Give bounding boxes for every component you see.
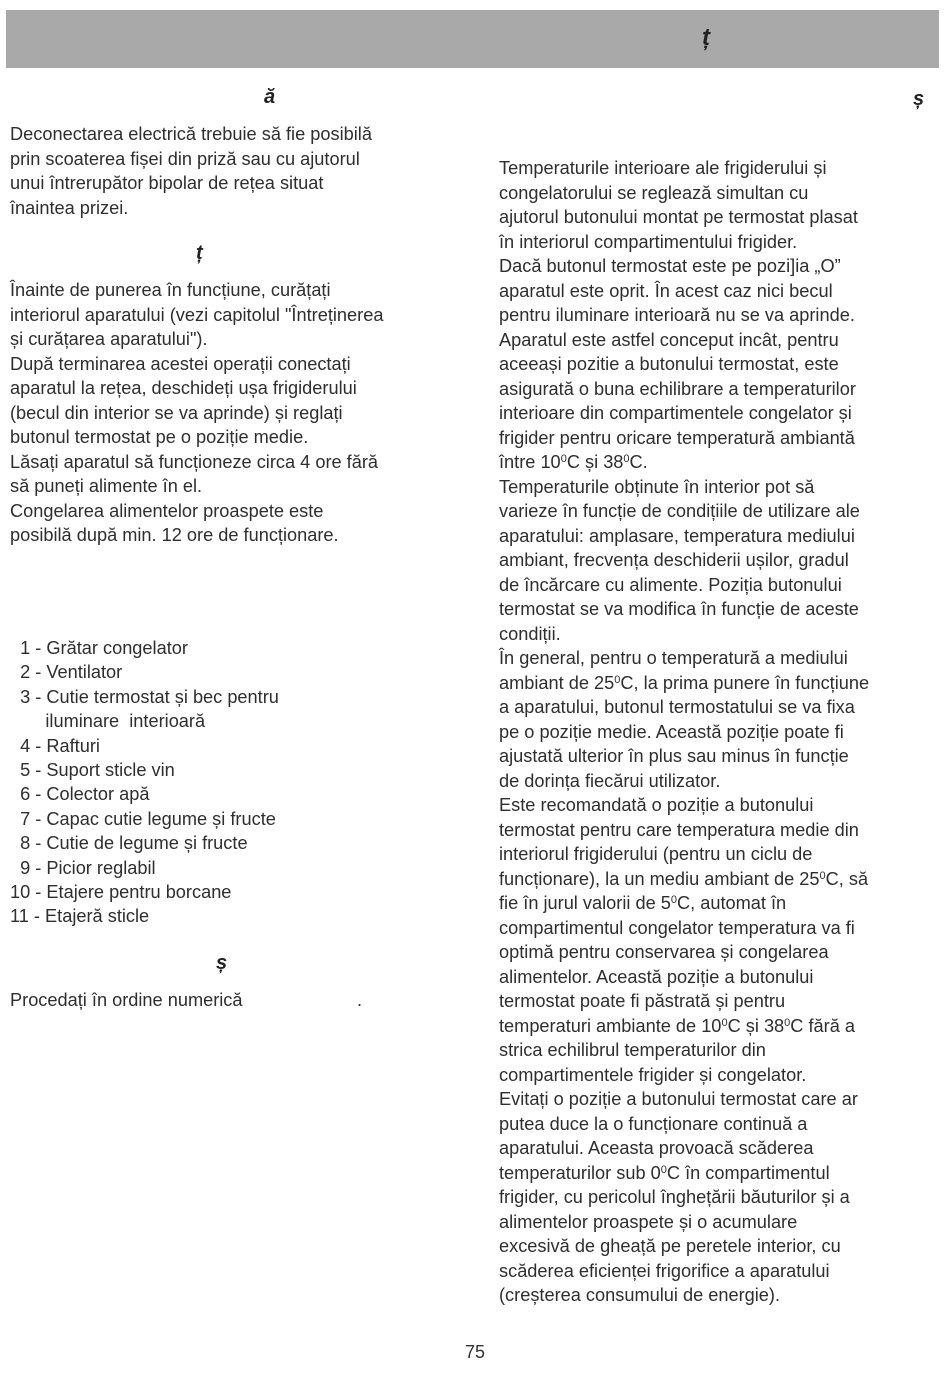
text-segment: fie în jurul valorii de 5 <box>499 893 671 913</box>
text-line: prin scoaterea fișei din priză sau cu ajutorul <box>10 148 360 169</box>
text-line <box>499 867 869 892</box>
text-line: frigider pentru oricare temperatură ambiantă <box>499 427 855 448</box>
list-item: 3 - Cutie termostat și bec pentru <box>10 686 279 707</box>
list-item: 2 - Ventilator <box>10 662 123 683</box>
text-line: aparatul la rețea, deschideți ușa frigiderului <box>10 378 357 398</box>
list-item: 4 - Rafturi <box>10 735 100 756</box>
text-line: compartimentele frigider și congelator. <box>499 1064 807 1085</box>
section-heading-glyph: ș <box>216 952 228 974</box>
text-line: pentru iluminare interioară nu se va aprinde. <box>499 305 855 325</box>
text-line: asigurată o buna echilibrare a temperaturilor <box>499 378 856 399</box>
text-line: (creșterea consumului de energie). <box>499 1285 781 1305</box>
order-period: . <box>357 990 363 1010</box>
list-item: 8 - Cutie de legume și fructe <box>10 833 248 854</box>
text-line: alimentelor. Această poziție a butonului <box>499 966 814 987</box>
header-bar <box>6 10 939 68</box>
text-line: interioare din compartimentele congelator și <box>499 403 852 423</box>
superscript: 0 <box>819 869 826 882</box>
text-line <box>499 891 869 916</box>
text-line: compartimentul congelator temperatura va fi <box>499 917 855 938</box>
text-segment: între 10 <box>499 452 561 472</box>
text-line <box>499 1014 869 1039</box>
text-line: frigider, cu pericolul înghețării băuturilor și a <box>499 1187 850 1207</box>
superscript: 0 <box>560 453 567 465</box>
text-line: butonul termostat pe o poziție medie. <box>10 427 309 447</box>
paragraph-first-use <box>10 278 383 548</box>
text-line: strica echilibrul temperaturilor din <box>499 1040 766 1060</box>
text-line: ajutorul butonului montat pe termostat plasat <box>499 207 858 227</box>
text-segment: C fără a <box>790 1015 855 1036</box>
list-item: 10 - Etajere pentru borcane <box>10 882 232 903</box>
superscript: 0 <box>623 453 630 465</box>
text-line: termostat pentru care temperatura medie din <box>499 819 859 840</box>
section-heading-glyph: ț <box>196 242 203 264</box>
list-item: 9 - Picior reglabil <box>10 857 156 878</box>
paragraph-order <box>10 988 243 1013</box>
text-segment: C și 38 <box>566 452 624 472</box>
text-line <box>499 450 869 475</box>
list-item: 5 - Suport sticle vin <box>10 760 175 781</box>
text-line: interiorul frigiderului (pentru un ciclu de <box>499 844 813 864</box>
superscript: 0 <box>670 894 677 906</box>
text-line: aparatului: amplasare, temperatura mediului <box>499 525 855 546</box>
text-line: termostat se va modifica în funcție de aceste <box>499 599 859 619</box>
text-line: Dacă butonul termostat este pe pozi]ia „O” <box>499 256 841 276</box>
text-line: de dorința fiecărui utilizator. <box>499 770 721 791</box>
text-line: Deconectarea electrică trebuie să fie posibilă <box>10 124 372 144</box>
section-heading-glyph: ș <box>913 88 925 110</box>
text-segment: C și 38 <box>727 1015 785 1036</box>
text-line: Temperaturile obținute în interior pot să <box>499 476 815 497</box>
text-line: ambiant, frecvența deschiderii ușilor, gradul <box>499 550 849 570</box>
text-line: alimentelor proaspete și o acumulare <box>499 1211 798 1232</box>
text-line: Înainte de punerea în funcțiune, curățați <box>10 280 331 300</box>
text-line: ajustată ulterior în plus sau minus în funcție <box>499 746 849 766</box>
text-line <box>499 1161 869 1186</box>
text-line: Aparatul este astfel conceput incât, pentru <box>499 329 839 350</box>
superscript: 0 <box>784 1016 791 1029</box>
list-item: 7 - Capac cutie legume și fructe <box>10 808 276 829</box>
text-line: de încărcare cu alimente. Poziția butonului <box>499 574 842 595</box>
text-line <box>499 671 869 696</box>
page-number: 75 <box>464 1342 486 1362</box>
text-segment: C, automat în <box>676 893 787 913</box>
list-item: 11 - Etajeră sticle <box>10 906 150 927</box>
text-line: putea duce la o funcționare continuă a <box>499 1113 808 1134</box>
text-line: condiții. <box>499 623 561 644</box>
text-line: înaintea prizei. <box>10 197 129 218</box>
section-heading-glyph: ă <box>264 86 276 108</box>
text-line: varieze în funcție de condițiile de utilizare ale <box>499 501 860 521</box>
text-line: optimă pentru conservarea și congelarea <box>499 942 829 962</box>
text-line: aparatului. Aceasta provoacă scăderea <box>499 1138 814 1158</box>
text-line: pe o poziție medie. Această poziție poate fi <box>499 721 844 742</box>
text-segment: C în compartimentul <box>666 1162 830 1183</box>
text-segment: funcționare), la un mediu ambiant de 25 <box>499 868 820 889</box>
order-text: Procedați în ordine numerică <box>10 990 243 1010</box>
text-line: posibilă după min. 12 ore de funcționare. <box>10 525 339 545</box>
text-segment: C, să <box>825 868 869 889</box>
text-line: Evitați o poziție a butonului termostat care ar <box>499 1089 858 1109</box>
text-line: aceeași pozitie a butonului termostat, este <box>499 354 839 374</box>
list-item: 6 - Colector apă <box>10 784 150 805</box>
superscript: 0 <box>660 1163 667 1176</box>
text-line: termostat poate fi păstrată și pentru <box>499 991 786 1011</box>
text-line: aparatul este oprit. În acest caz nici becul <box>499 280 833 301</box>
text-line: și curățarea aparatului"). <box>10 329 208 349</box>
list-item: iluminare interioară <box>10 711 206 732</box>
text-line: excesivă de gheață pe peretele interior, cu <box>499 1236 841 1256</box>
text-line: Este recomandată o poziție a butonului <box>499 795 814 815</box>
text-line: Congelarea alimentelor proaspete este <box>10 500 324 521</box>
paragraph-temperature-regulation <box>499 156 869 1308</box>
header-title-glyph: ț <box>702 24 710 51</box>
list-item: 1 - Grătar congelator <box>10 638 188 658</box>
text-line: interiorul aparatului (vezi capitolul "Întreținerea <box>10 304 384 325</box>
paragraph-disconnection <box>10 122 372 220</box>
text-segment: ambiant de 25 <box>499 672 615 693</box>
text-line: (becul din interior se va aprinde) și reglați <box>10 402 343 423</box>
text-line: în interiorul compartimentului frigider. <box>499 231 798 252</box>
text-line: scăderea eficienței frigorifice a aparatului <box>499 1260 830 1281</box>
text-line: a aparatului, butonul termostatului se va fixa <box>499 697 855 717</box>
superscript: 0 <box>614 673 621 686</box>
text-line: unui întrerupător bipolar de rețea situat <box>10 173 324 193</box>
text-segment: temperaturilor sub 0 <box>499 1162 661 1183</box>
text-line: să puneți alimente în el. <box>10 476 203 496</box>
text-segment: temperaturi ambiante de 10 <box>499 1015 722 1036</box>
parts-list <box>10 636 279 929</box>
superscript: 0 <box>721 1016 728 1029</box>
text-line: În general, pentru o temperatură a mediului <box>499 648 848 668</box>
text-line: Lăsați aparatul să funcționeze circa 4 ore fără <box>10 451 379 472</box>
text-line: Temperaturile interioare ale frigiderului și <box>499 158 827 178</box>
text-segment: C. <box>629 452 648 472</box>
text-line: După terminarea acestei operații conectați <box>10 353 351 374</box>
text-line: congelatorului se reglează simultan cu <box>499 182 809 203</box>
text-segment: C, la prima punere în funcțiune <box>620 672 870 693</box>
